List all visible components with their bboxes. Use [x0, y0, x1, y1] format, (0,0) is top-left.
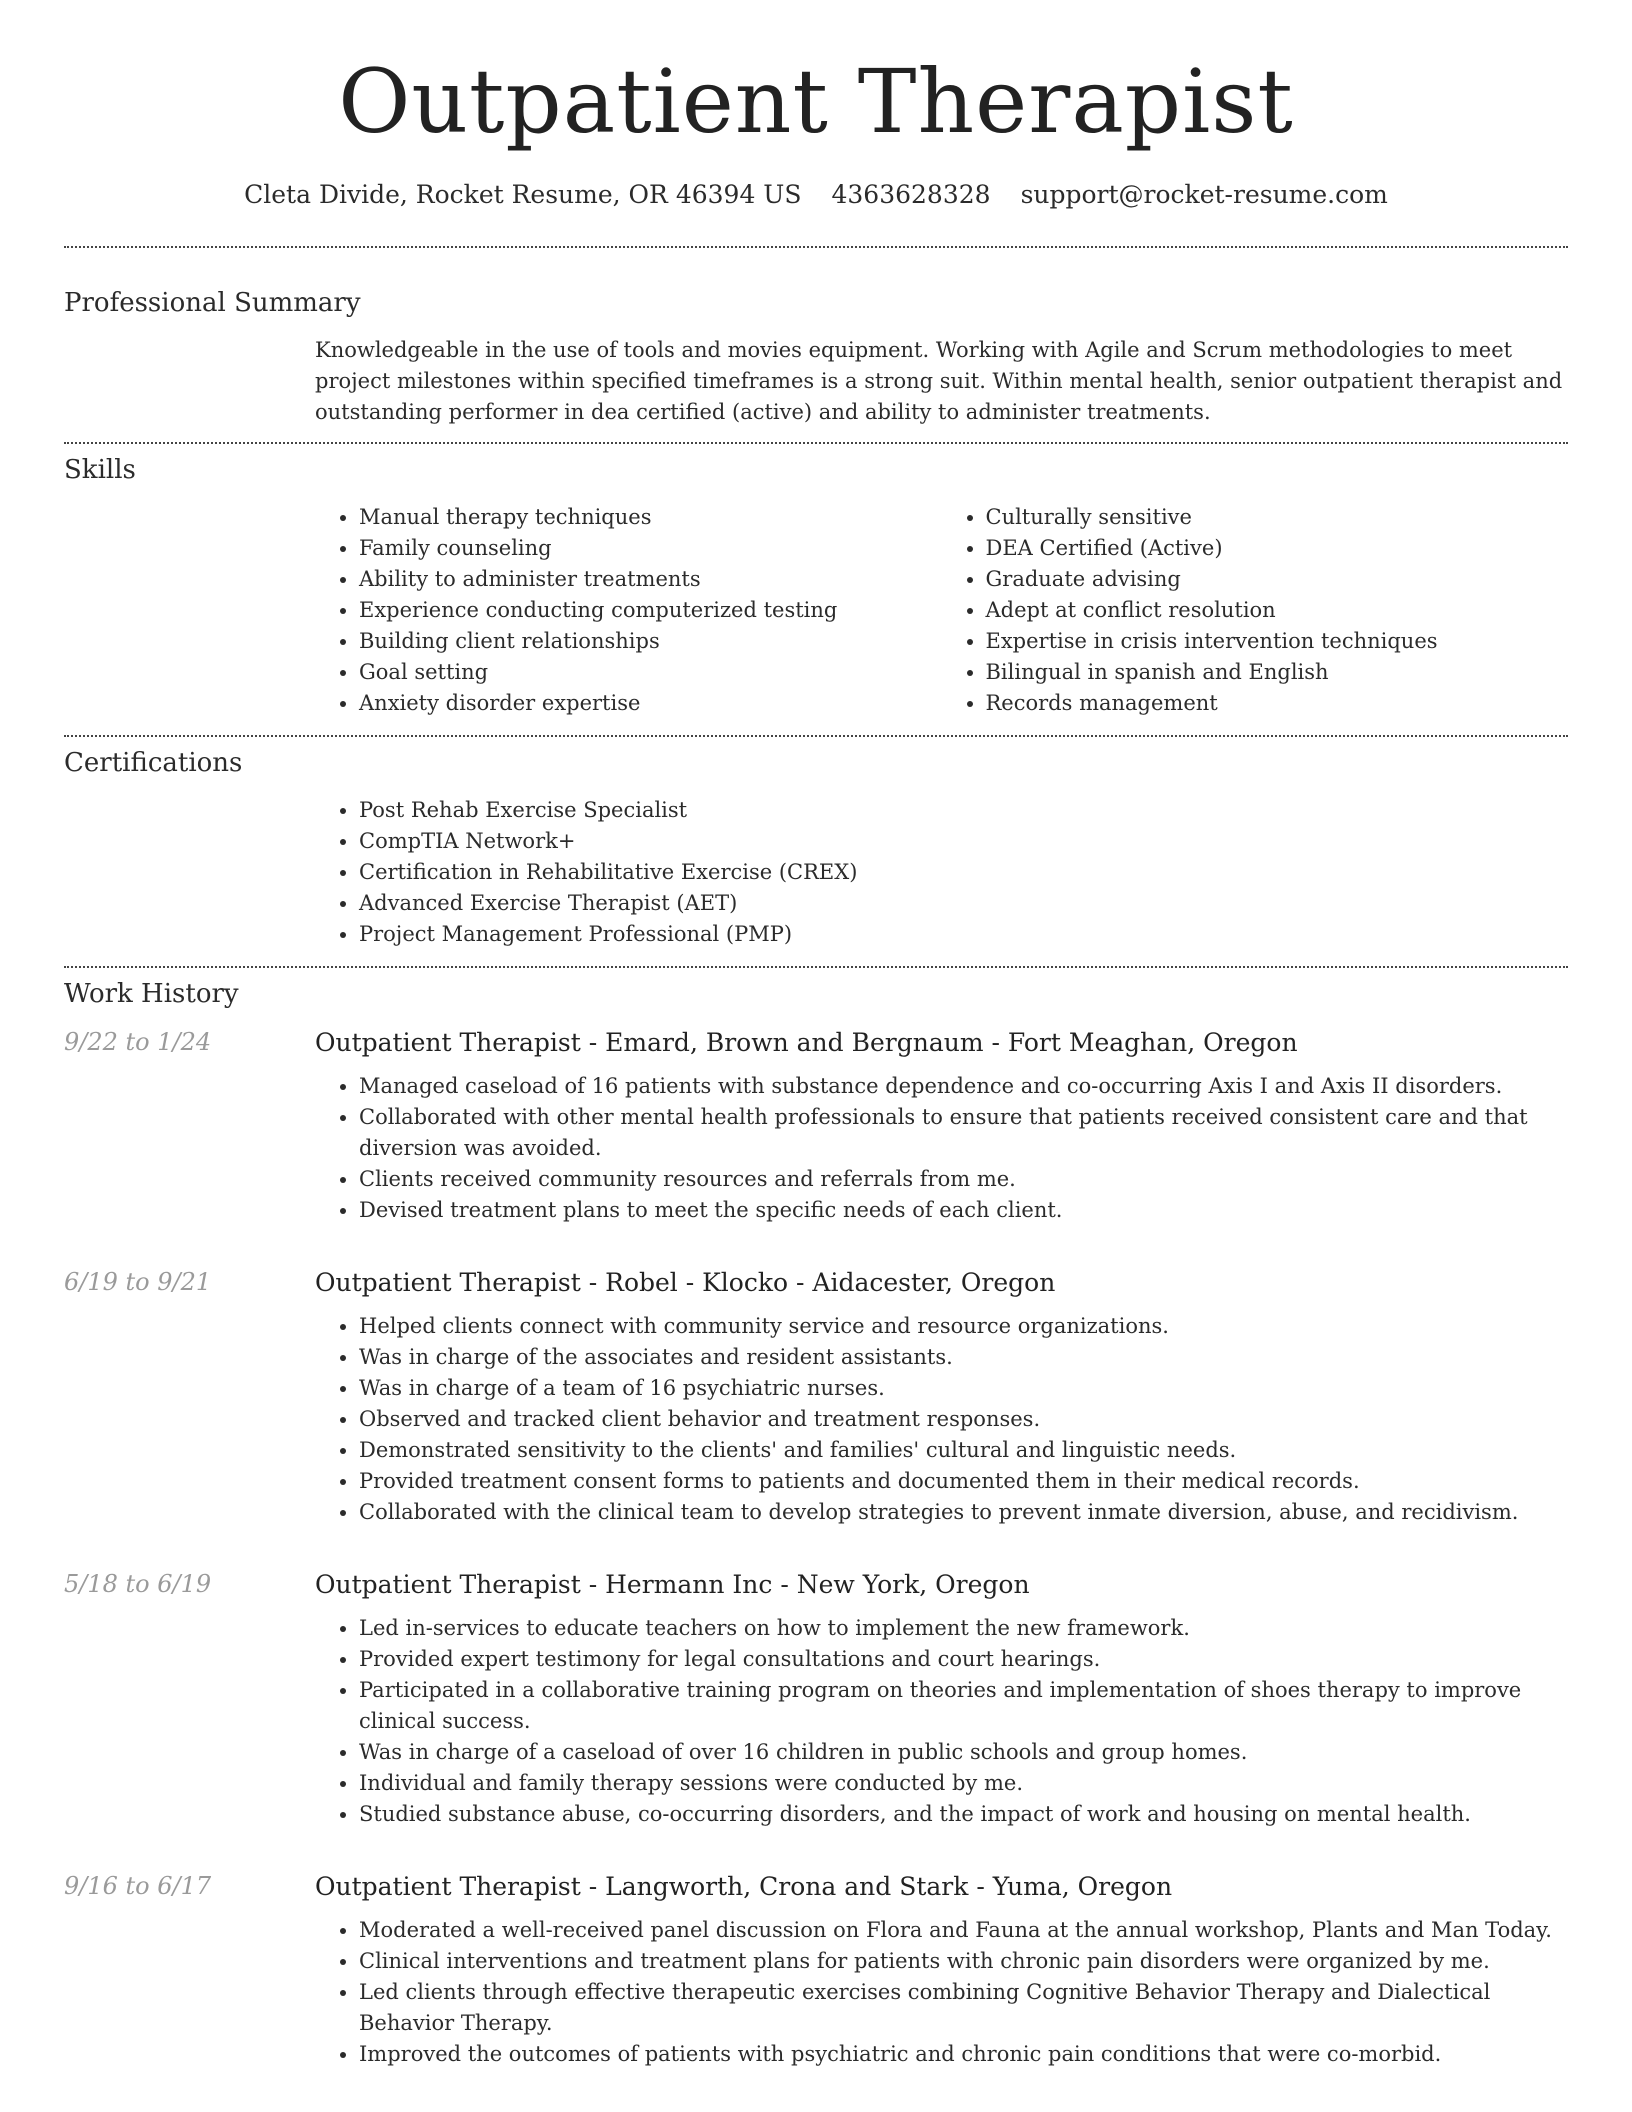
job-bullets: [315, 1071, 1568, 1226]
skills-column-right: [942, 502, 1569, 719]
contact-address: Cleta Divide, Rocket Resume, OR 46394 US: [244, 180, 802, 209]
divider: [64, 246, 1568, 248]
job-bullet: • Demonstrated sensitivity to the clients' and families' cultural and linguistic needs.: [359, 1435, 1568, 1466]
summary-text: Knowledgeable in the use of tools and movies equipment. Working with Agile and Scrum methodologies to meet project milestones within specified timeframes is a strong suit. Within mental health, senior outpatient therapist and outstanding performer in dea certified (active) and ability to administer treatments.: [315, 338, 1563, 424]
job-bullet: • Studied substance abuse, co-occurring disorders, and the impact of work and housing on mental health.: [359, 1799, 1568, 1830]
job-bullet: • Observed and tracked client behavior and treatment responses.: [359, 1404, 1568, 1435]
certification-item: • Post Rehab Exercise Specialist: [359, 795, 1568, 826]
job-bullet: • Provided treatment consent forms to patients and documented them in their medical records.: [359, 1466, 1568, 1497]
job-bullet: • Managed caseload of 16 patients with substance dependence and co-occurring Axis I and Axis II disorders.: [359, 1071, 1568, 1102]
certifications-list: [315, 795, 1568, 950]
contact-email: support@rocket-resume.com: [1020, 180, 1388, 209]
contact-phone: 4363628328: [831, 180, 991, 209]
skill-item: • Experience conducting computerized testing: [359, 595, 942, 626]
skill-item: • Expertise in crisis intervention techniques: [986, 626, 1569, 657]
job-title: Outpatient Therapist - Langworth, Crona and Stark - Yuma, Oregon: [315, 1872, 1173, 1901]
job-entry: [64, 1570, 1568, 1830]
job-date: 9/22 to 1/24: [64, 1028, 212, 1056]
job-date: 9/16 to 6/17: [64, 1872, 212, 1900]
skill-item: • Culturally sensitive: [986, 502, 1569, 533]
skill-item: • Manual therapy techniques: [359, 502, 942, 533]
resume-title: Outpatient Therapist: [338, 50, 1294, 153]
job-bullet: • Moderated a well-received panel discussion on Flora and Fauna at the annual workshop, Plants and Man Today.: [359, 1915, 1568, 1946]
job-bullet: • Participated in a collaborative training program on theories and implementation of shoes therapy to improve clinical success.: [359, 1675, 1568, 1737]
skill-item: • Graduate advising: [986, 564, 1569, 595]
job-entry: [64, 1268, 1568, 1528]
job-date: 6/19 to 9/21: [64, 1268, 212, 1296]
skill-item: • Records management: [986, 688, 1569, 719]
skill-item: • DEA Certified (Active): [986, 533, 1569, 564]
job-date: 5/18 to 6/19: [64, 1570, 212, 1598]
job-bullet: • Collaborated with the clinical team to develop strategies to prevent inmate diversion, abuse, and recidivism.: [359, 1497, 1568, 1528]
skill-item: • Family counseling: [359, 533, 942, 564]
certification-item: • Advanced Exercise Therapist (AET): [359, 888, 1568, 919]
job-entry: [64, 1028, 1568, 1226]
certifications-bullets: [315, 795, 1568, 950]
job-bullets: [315, 1915, 1568, 2070]
job-bullet: • Led clients through effective therapeutic exercises combining Cognitive Behavior Therapy and Dialectical Behavior Therapy.: [359, 1977, 1568, 2039]
job-bullet: • Improved the outcomes of patients with psychiatric and chronic pain conditions that were co-morbid.: [359, 2039, 1568, 2070]
section-title-summary: Professional Summary: [64, 288, 361, 318]
resume-page: [64, 0, 1568, 2070]
skill-item: • Anxiety disorder expertise: [359, 688, 942, 719]
section-title-work-history: Work History: [64, 979, 239, 1009]
job-bullet: • Collaborated with other mental health professionals to ensure that patients received consistent care and that diversion was avoided.: [359, 1102, 1568, 1164]
divider: [64, 735, 1568, 737]
skills-column-left: [315, 502, 942, 719]
section-title-certifications: Certifications: [64, 748, 243, 778]
job-bullet: • Was in charge of a caseload of over 16 children in public schools and group homes.: [359, 1737, 1568, 1768]
skill-item: • Ability to administer treatments: [359, 564, 942, 595]
certification-item: • Project Management Professional (PMP): [359, 919, 1568, 950]
skill-item: • Building client relationships: [359, 626, 942, 657]
job-title: Outpatient Therapist - Hermann Inc - New York, Oregon: [315, 1570, 1030, 1599]
job-entry: [64, 1872, 1568, 2070]
certification-item: • CompTIA Network+: [359, 826, 1568, 857]
divider: [64, 966, 1568, 968]
job-bullet: • Provided expert testimony for legal consultations and court hearings.: [359, 1644, 1568, 1675]
section-title-skills: Skills: [64, 455, 136, 485]
job-bullet: • Was in charge of a team of 16 psychiatric nurses.: [359, 1373, 1568, 1404]
job-bullet: • Clients received community resources and referrals from me.: [359, 1164, 1568, 1195]
job-bullet: • Individual and family therapy sessions were conducted by me.: [359, 1768, 1568, 1799]
job-title: Outpatient Therapist - Emard, Brown and Bergnaum - Fort Meaghan, Oregon: [315, 1028, 1298, 1057]
skill-item: • Bilingual in spanish and English: [986, 657, 1569, 688]
skills-list: [315, 502, 1568, 719]
job-bullets: [315, 1311, 1568, 1528]
job-bullet: • Devised treatment plans to meet the specific needs of each client.: [359, 1195, 1568, 1226]
job-title: Outpatient Therapist - Robel - Klocko - Aidacester, Oregon: [315, 1268, 1056, 1297]
contact-line: [64, 180, 1568, 209]
job-bullet: • Clinical interventions and treatment plans for patients with chronic pain disorders were organized by me.: [359, 1946, 1568, 1977]
job-bullets: [315, 1613, 1568, 1830]
certification-item: • Certification in Rehabilitative Exercise (CREX): [359, 857, 1568, 888]
divider: [64, 442, 1568, 444]
job-bullet: • Helped clients connect with community service and resource organizations.: [359, 1311, 1568, 1342]
skill-item: • Adept at conflict resolution: [986, 595, 1569, 626]
job-bullet: • Was in charge of the associates and resident assistants.: [359, 1342, 1568, 1373]
skill-item: • Goal setting: [359, 657, 942, 688]
job-bullet: • Led in-services to educate teachers on how to implement the new framework.: [359, 1613, 1568, 1644]
